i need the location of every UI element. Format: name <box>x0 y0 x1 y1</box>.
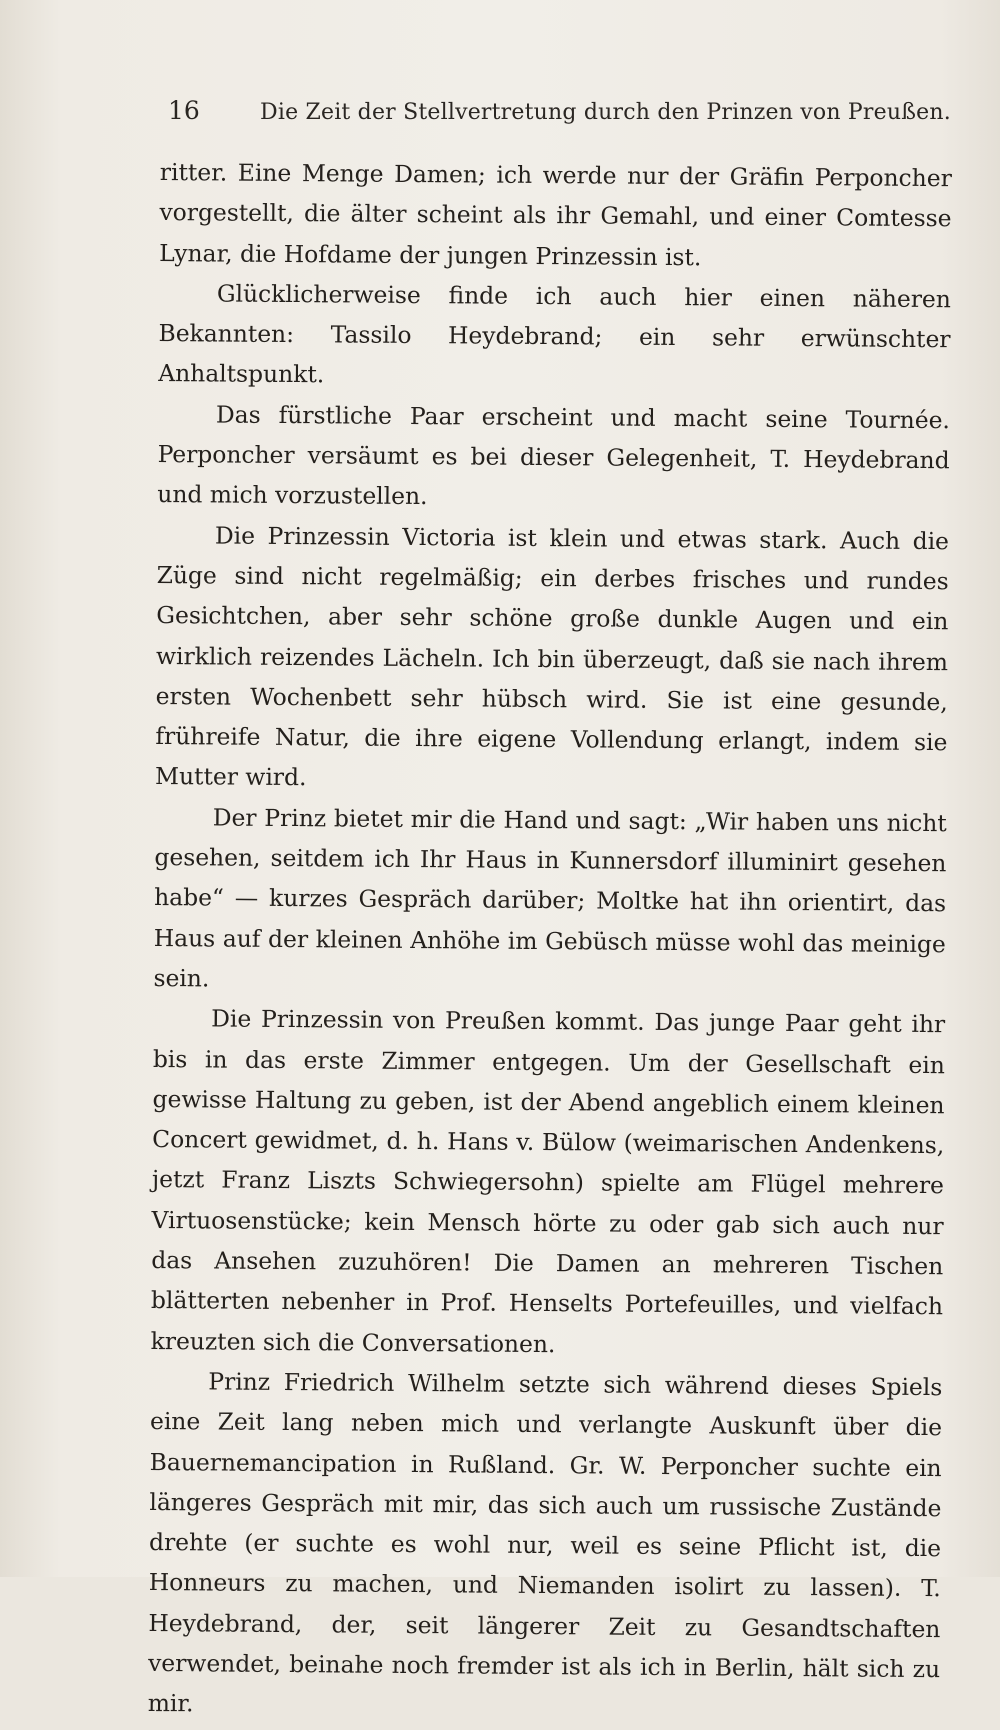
paragraph: Das fürstliche Paar erscheint und macht seine Tournée. Perponcher versäumt es bei dieser Gelegenheit, T. Heydebrand und mich vorzustellen. <box>157 400 951 511</box>
paragraph: Die Prinzessin Victoria ist klein und etwas stark. Auch die Züge sind nicht regelmäßig; ein derbes frisches und rundes Gesichtchen, aber sehr schöne große dunkle Augen und ein wirklich reizendes Lächeln. Ich bin überzeugt, daß sie nach ihrem ersten Wochenbett sehr hübsch wird. Sie ist eine gesunde, frühreife Natur, die ihre eigene Vollendung erlangt, indem sie Mutter wird. <box>154 521 950 792</box>
paragraph: ritter. Eine Menge Damen; ich werde nur der Gräfin Perponcher vorgestellt, die älter scheint als ihr Gemahl, und einer Comtesse Lynar, die Hofdame der jungen Prinzessin ist. <box>159 157 952 271</box>
body-text <box>148 152 952 1730</box>
paragraph: Der Prinz bietet mir die Hand und sagt: „Wir haben uns nicht gesehen, seitdem ich Ihr Haus in Kunnersdorf illuminirt gesehen habe“ — kurzes Gespräch darüber; Moltke hat ihn orientirt, das Haus auf der kleinen Anhöhe im Gebüsch müsse wohl das meinige sein. <box>153 803 947 993</box>
running-head: Die Zeit der Stellvertretung durch den Prinzen von Preußen. <box>260 100 951 125</box>
page-header <box>168 92 951 132</box>
page-number: 16 <box>168 96 200 125</box>
paragraph: Die Prinzessin von Preußen kommt. Das junge Paar geht ihr bis in das erste Zimmer entgegen. Um der Gesellschaft ein gewisse Haltung zu geben, ist der Abend angeblich einem kleinen Concert gewidmet, d. h. Hans v. Bülow (weimarischen Andenkens, jetzt Franz Liszts Schwiegersohn) spielte am Flügel mehrere Virtuosenstücke; kein Mensch hörte zu oder gab sich auch nur das Ansehen zuzuhören! Die Damen an mehreren Tischen blätterten nebenher in Prof. Henselts Portefeuilles, und vielfach kreuzten sich die Conversationen. <box>150 1004 946 1358</box>
paragraph: Glücklicherweise finde ich auch hier einen näheren Bekannten: Tassilo Heydebrand; ein sehr erwünschter Anhaltspunkt. <box>158 279 951 389</box>
paragraph: Prinz Friedrich Wilhelm setzte sich während dieses Spiels eine Zeit lang neben mich und verlangte Auskunft über die Bauernemancipation in Rußland. Gr. W. Perponcher suchte ein längeres Gespräch mit mir, das sich auch um russische Zustände drehte (er suchte es wohl nur, weil es seine Pflicht ist, die Honneurs zu machen, und Niemanden isolirt zu lassen). T. Heydebrand, der, seit längerer Zeit zu Gesandtschaften verwendet, beinahe noch fremder ist als ich in Berlin, hält sich zu mir. <box>147 1367 943 1718</box>
